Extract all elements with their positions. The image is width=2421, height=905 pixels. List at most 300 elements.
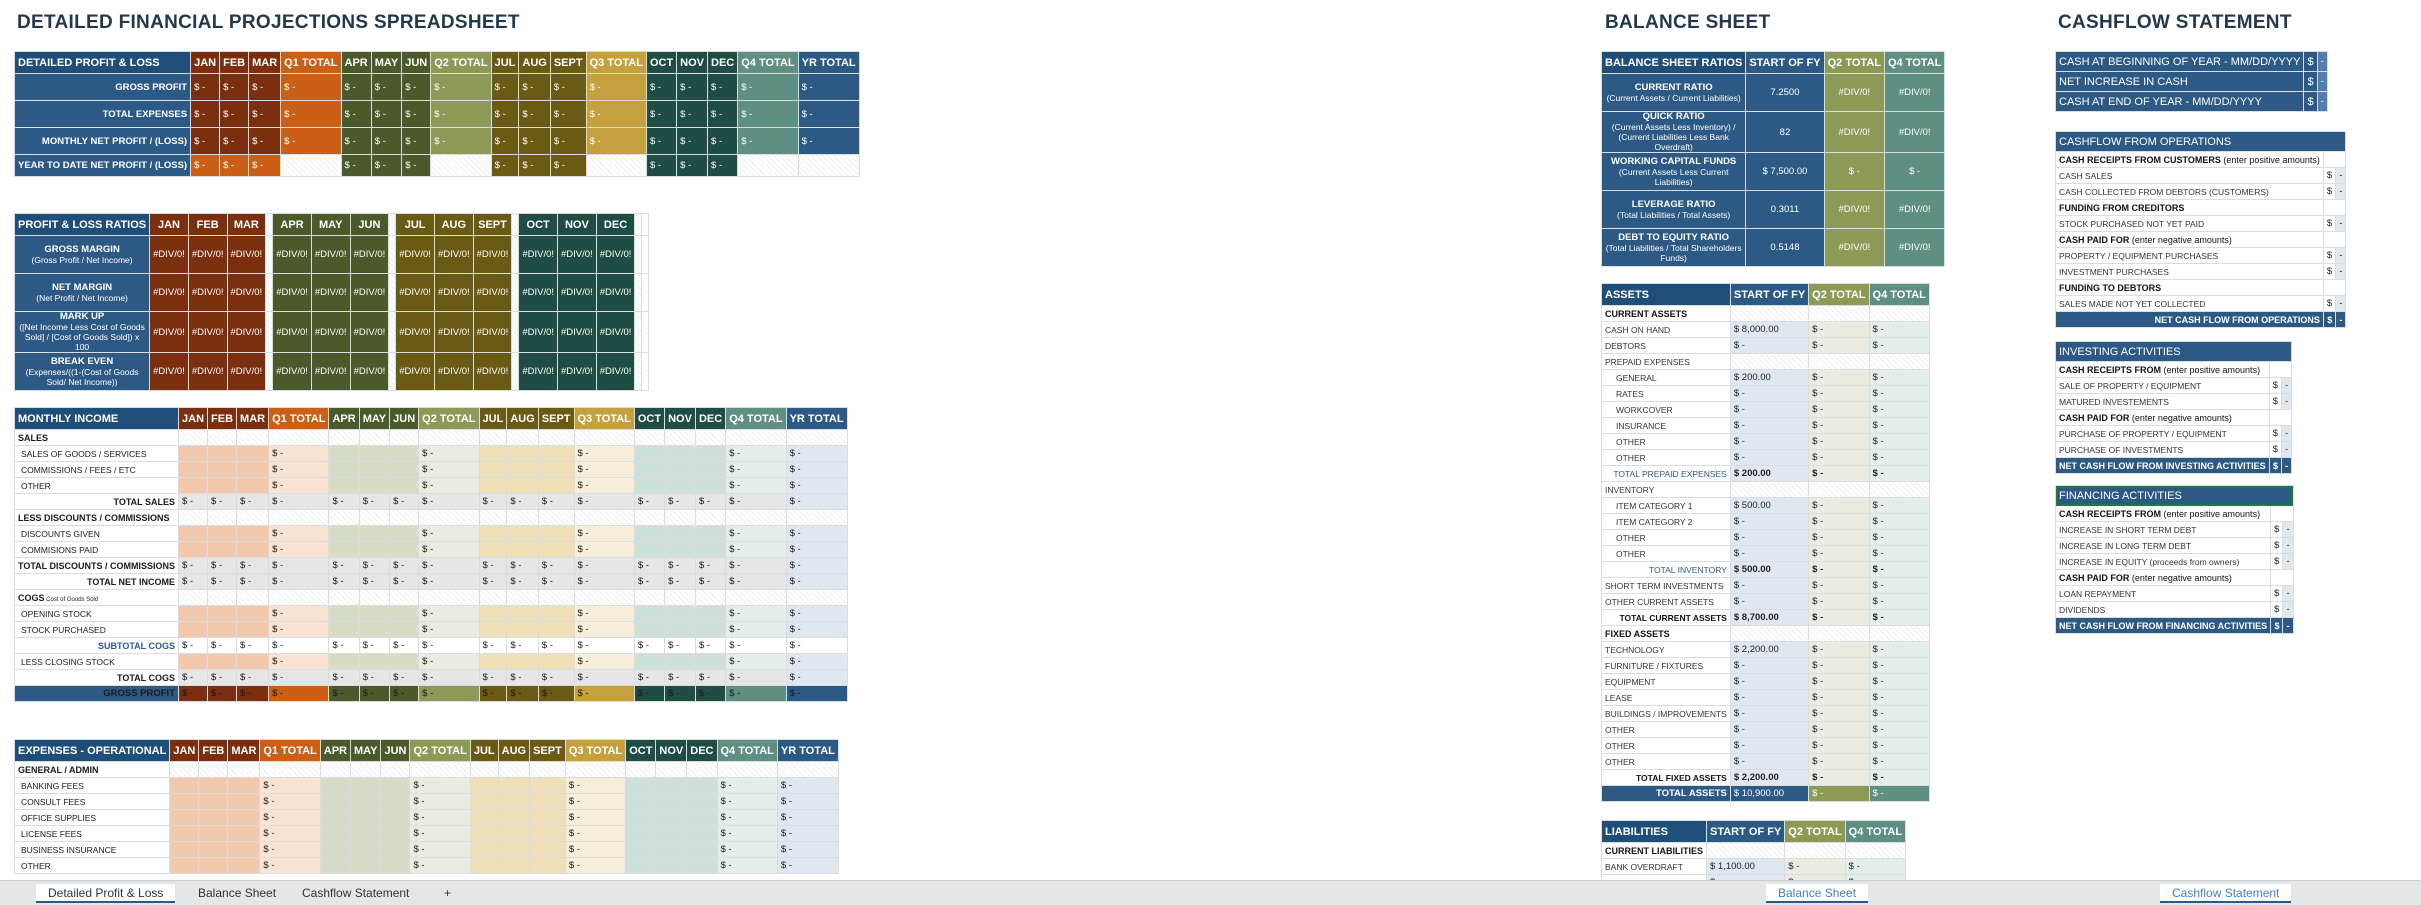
value-cell[interactable]: $ - — [1730, 738, 1808, 754]
value-cell[interactable]: - — [2283, 522, 2293, 538]
value-cell[interactable] — [695, 654, 725, 670]
value-cell[interactable]: $ - — [237, 494, 269, 510]
value-cell[interactable]: $ - — [726, 574, 786, 590]
value-cell[interactable]: $ - — [634, 494, 664, 510]
value-cell[interactable]: $ - — [1730, 338, 1808, 354]
value-cell[interactable] — [179, 478, 208, 494]
ratio-value[interactable]: #DIV/0! — [473, 274, 512, 312]
value-cell[interactable] — [538, 526, 574, 542]
value-cell[interactable]: $ - — [1809, 722, 1869, 738]
value-cell[interactable] — [1730, 482, 1808, 498]
value-cell[interactable]: $ - — [565, 794, 625, 810]
value-cell[interactable] — [381, 778, 410, 794]
value-cell[interactable]: $ - — [402, 74, 431, 101]
value-cell[interactable] — [656, 810, 687, 826]
value-cell[interactable]: - — [2336, 312, 2346, 328]
value-cell[interactable] — [320, 858, 350, 874]
value-cell[interactable]: $ - — [1869, 658, 1929, 674]
value-cell[interactable]: $ - — [260, 842, 320, 858]
value-cell[interactable] — [170, 810, 199, 826]
value-cell[interactable] — [470, 794, 498, 810]
value-cell[interactable]: $ - — [695, 686, 725, 702]
value-cell[interactable] — [726, 510, 786, 526]
value-cell[interactable]: $ - — [269, 654, 329, 670]
value-cell[interactable] — [208, 510, 237, 526]
value-cell[interactable]: $ - — [1869, 706, 1929, 722]
value-cell[interactable] — [390, 590, 419, 606]
value-cell[interactable]: - — [2336, 248, 2346, 264]
value-cell[interactable]: $ - — [646, 74, 676, 101]
value-cell[interactable]: $ - — [519, 74, 550, 101]
value-cell[interactable] — [199, 858, 228, 874]
value-cell[interactable] — [237, 478, 269, 494]
value-cell[interactable] — [498, 826, 529, 842]
value-cell[interactable] — [228, 858, 260, 874]
value-cell[interactable]: $ - — [220, 101, 249, 128]
value-cell[interactable] — [665, 654, 696, 670]
value-cell[interactable] — [507, 462, 538, 478]
value-cell[interactable] — [320, 826, 350, 842]
value-cell[interactable]: $ 200.00 — [1730, 466, 1808, 482]
value-cell[interactable]: $ - — [1785, 859, 1845, 875]
value-cell[interactable]: $ - — [1809, 402, 1869, 418]
value-cell[interactable] — [179, 590, 208, 606]
ratio-value[interactable]: #DIV/0! — [350, 236, 389, 274]
value-cell[interactable] — [281, 155, 341, 177]
value-cell[interactable]: $ - — [237, 686, 269, 702]
value-cell[interactable]: $ - — [634, 638, 664, 654]
value-cell[interactable]: $ - — [410, 858, 470, 874]
value-cell[interactable]: $ - — [1869, 546, 1929, 562]
value-cell[interactable]: $ - — [341, 101, 371, 128]
value-cell[interactable]: - — [2281, 394, 2291, 410]
value-cell[interactable]: $ - — [1869, 322, 1929, 338]
value-cell[interactable] — [381, 810, 410, 826]
value-cell[interactable]: $ - — [1809, 450, 1869, 466]
value-cell[interactable] — [179, 606, 208, 622]
value-cell[interactable]: - — [2336, 168, 2346, 184]
value-cell[interactable] — [179, 462, 208, 478]
value-cell[interactable] — [179, 510, 208, 526]
value-cell[interactable] — [1809, 354, 1869, 370]
value-cell[interactable]: $ - — [329, 494, 359, 510]
value-cell[interactable]: $ - — [786, 686, 847, 702]
sheet-tab-duplicate[interactable]: Balance Sheet — [1766, 884, 1868, 903]
value-cell[interactable]: $ - — [410, 778, 470, 794]
value-cell[interactable]: $ - — [565, 826, 625, 842]
value-cell[interactable]: - — [2283, 618, 2293, 634]
value-cell[interactable] — [470, 810, 498, 826]
value-cell[interactable] — [634, 478, 664, 494]
value-cell[interactable]: $ - — [550, 155, 586, 177]
value-cell[interactable]: - — [2283, 538, 2293, 554]
value-cell[interactable] — [199, 810, 228, 826]
value-cell[interactable] — [717, 762, 777, 778]
ratio-value[interactable]: #DIV/0! — [596, 312, 635, 353]
value-cell[interactable] — [695, 606, 725, 622]
ratio-value[interactable]: #DIV/0! — [311, 274, 350, 312]
value-cell[interactable] — [626, 842, 656, 858]
value-cell[interactable] — [329, 606, 359, 622]
value-cell[interactable]: $ - — [1869, 450, 1929, 466]
value-cell[interactable]: $ - — [208, 686, 237, 702]
value-cell[interactable]: - — [2281, 426, 2291, 442]
value-cell[interactable]: $ - — [479, 670, 507, 686]
value-cell[interactable]: $ - — [269, 494, 329, 510]
value-cell[interactable] — [687, 794, 717, 810]
value-cell[interactable]: $ - — [695, 638, 725, 654]
value-cell[interactable]: $ - — [1869, 530, 1929, 546]
ratio-value[interactable]: #DIV/0! — [519, 274, 558, 312]
ratio-value[interactable]: #DIV/0! — [558, 353, 597, 391]
value-cell[interactable]: $ - — [359, 686, 389, 702]
value-cell[interactable]: $ - — [708, 74, 738, 101]
value-cell[interactable] — [726, 590, 786, 606]
ratio-value[interactable]: #DIV/0! — [150, 312, 189, 353]
value-cell[interactable]: $ - — [1869, 370, 1929, 386]
value-cell[interactable]: $ - — [550, 74, 586, 101]
ratio-value[interactable]: #DIV/0! — [227, 236, 266, 274]
value-cell[interactable] — [530, 858, 566, 874]
value-cell[interactable]: $ - — [1730, 754, 1808, 770]
value-cell[interactable]: $ - — [208, 638, 237, 654]
value-cell[interactable] — [574, 590, 634, 606]
value-cell[interactable] — [329, 526, 359, 542]
value-cell[interactable] — [359, 606, 389, 622]
value-cell[interactable]: $ - — [1730, 434, 1808, 450]
value-cell[interactable] — [626, 858, 656, 874]
value-cell[interactable]: $ - — [179, 494, 208, 510]
value-cell[interactable] — [170, 762, 199, 778]
value-cell[interactable] — [695, 462, 725, 478]
ratio-value[interactable]: $ 7,500.00 — [1746, 153, 1824, 191]
value-cell[interactable]: $ - — [586, 74, 646, 101]
value-cell[interactable] — [634, 622, 664, 638]
value-cell[interactable]: $ - — [786, 654, 847, 670]
value-cell[interactable]: $ - — [738, 101, 798, 128]
ratio-value[interactable]: #DIV/0! — [1824, 112, 1884, 153]
value-cell[interactable]: $ - — [359, 670, 389, 686]
ratio-value[interactable]: #DIV/0! — [273, 236, 312, 274]
value-cell[interactable]: $ - — [717, 842, 777, 858]
value-cell[interactable] — [656, 858, 687, 874]
value-cell[interactable]: $ - — [237, 574, 269, 590]
value-cell[interactable] — [237, 542, 269, 558]
value-cell[interactable]: $ - — [538, 558, 574, 574]
value-cell[interactable] — [498, 810, 529, 826]
value-cell[interactable] — [237, 510, 269, 526]
value-cell[interactable]: $ - — [726, 446, 786, 462]
value-cell[interactable]: $ - — [1869, 770, 1929, 786]
value-cell[interactable]: $ - — [1869, 738, 1929, 754]
value-cell[interactable] — [634, 606, 664, 622]
value-cell[interactable]: $ - — [574, 494, 634, 510]
value-cell[interactable] — [470, 826, 498, 842]
value-cell[interactable] — [656, 778, 687, 794]
value-cell[interactable]: - — [2317, 92, 2327, 112]
value-cell[interactable] — [208, 590, 237, 606]
value-cell[interactable]: $ - — [419, 686, 479, 702]
value-cell[interactable] — [665, 606, 696, 622]
value-cell[interactable]: $ - — [574, 670, 634, 686]
value-cell[interactable]: $ - — [479, 494, 507, 510]
value-cell[interactable]: $ - — [519, 128, 550, 155]
value-cell[interactable]: $ - — [419, 574, 479, 590]
ratio-value[interactable]: #DIV/0! — [350, 353, 389, 391]
value-cell[interactable]: $ - — [269, 622, 329, 638]
value-cell[interactable]: $ - — [786, 622, 847, 638]
value-cell[interactable]: $ - — [1809, 498, 1869, 514]
value-cell[interactable] — [479, 462, 507, 478]
value-cell[interactable]: $ - — [1809, 658, 1869, 674]
value-cell[interactable]: $ - — [431, 101, 491, 128]
value-cell[interactable] — [479, 606, 507, 622]
value-cell[interactable] — [208, 478, 237, 494]
value-cell[interactable] — [269, 510, 329, 526]
value-cell[interactable]: $ - — [371, 101, 401, 128]
ratio-value[interactable]: #DIV/0! — [350, 312, 389, 353]
ratio-value[interactable]: #DIV/0! — [434, 274, 473, 312]
value-cell[interactable]: $ - — [677, 74, 708, 101]
value-cell[interactable]: $ - — [1809, 514, 1869, 530]
value-cell[interactable]: $ - — [634, 686, 664, 702]
value-cell[interactable]: $ - — [269, 686, 329, 702]
value-cell[interactable]: $ - — [538, 686, 574, 702]
value-cell[interactable]: $ - — [269, 558, 329, 574]
value-cell[interactable] — [665, 478, 696, 494]
value-cell[interactable] — [208, 446, 237, 462]
value-cell[interactable]: $ - — [695, 558, 725, 574]
ratio-value[interactable]: #DIV/0! — [227, 312, 266, 353]
value-cell[interactable]: $ - — [717, 810, 777, 826]
value-cell[interactable]: $ - — [479, 686, 507, 702]
value-cell[interactable]: $ - — [565, 810, 625, 826]
sheet-tab[interactable]: Detailed Profit & Loss — [36, 884, 175, 903]
value-cell[interactable] — [530, 842, 566, 858]
value-cell[interactable] — [199, 842, 228, 858]
value-cell[interactable]: - — [2336, 184, 2346, 200]
value-cell[interactable]: $ - — [1809, 370, 1869, 386]
value-cell[interactable] — [498, 762, 529, 778]
value-cell[interactable]: $ - — [179, 558, 208, 574]
value-cell[interactable] — [237, 462, 269, 478]
value-cell[interactable]: $ - — [507, 638, 538, 654]
value-cell[interactable] — [530, 794, 566, 810]
value-cell[interactable]: $ - — [574, 574, 634, 590]
value-cell[interactable]: $ - — [341, 155, 371, 177]
value-cell[interactable] — [687, 826, 717, 842]
value-cell[interactable]: $ - — [329, 558, 359, 574]
value-cell[interactable] — [538, 542, 574, 558]
ratio-value[interactable]: #DIV/0! — [1884, 229, 1944, 267]
ratio-value[interactable]: #DIV/0! — [434, 236, 473, 274]
value-cell[interactable] — [498, 778, 529, 794]
value-cell[interactable]: $ - — [329, 670, 359, 686]
value-cell[interactable]: $ - — [390, 494, 419, 510]
value-cell[interactable] — [237, 590, 269, 606]
value-cell[interactable]: $ - — [507, 574, 538, 590]
value-cell[interactable]: $ - — [419, 558, 479, 574]
value-cell[interactable]: $ - — [1845, 859, 1905, 875]
value-cell[interactable]: $ 200.00 — [1730, 370, 1808, 386]
value-cell[interactable]: $ - — [1730, 594, 1808, 610]
value-cell[interactable]: $ - — [208, 670, 237, 686]
value-cell[interactable] — [351, 762, 381, 778]
value-cell[interactable]: $ - — [1869, 722, 1929, 738]
value-cell[interactable]: $ - — [726, 686, 786, 702]
ratio-value[interactable]: #DIV/0! — [1824, 191, 1884, 229]
value-cell[interactable]: $ - — [565, 778, 625, 794]
value-cell[interactable] — [351, 778, 381, 794]
value-cell[interactable] — [695, 430, 725, 446]
value-cell[interactable] — [574, 430, 634, 446]
value-cell[interactable] — [320, 810, 350, 826]
value-cell[interactable] — [695, 590, 725, 606]
value-cell[interactable] — [498, 794, 529, 810]
value-cell[interactable] — [530, 778, 566, 794]
value-cell[interactable]: $ - — [371, 155, 401, 177]
value-cell[interactable]: $ - — [237, 670, 269, 686]
value-cell[interactable]: $ - — [786, 574, 847, 590]
ratio-value[interactable]: #DIV/0! — [396, 274, 435, 312]
value-cell[interactable]: $ 10,900.00 — [1730, 786, 1808, 802]
value-cell[interactable] — [538, 590, 574, 606]
value-cell[interactable]: $ - — [786, 670, 847, 686]
value-cell[interactable] — [359, 462, 389, 478]
value-cell[interactable]: $ - — [1730, 706, 1808, 722]
value-cell[interactable]: $ - — [777, 778, 838, 794]
value-cell[interactable]: $ - — [695, 494, 725, 510]
value-cell[interactable]: $ - — [410, 810, 470, 826]
value-cell[interactable] — [329, 654, 359, 670]
value-cell[interactable]: $ - — [281, 74, 341, 101]
value-cell[interactable]: $ - — [646, 155, 676, 177]
ratio-value[interactable]: #DIV/0! — [350, 274, 389, 312]
value-cell[interactable] — [390, 446, 419, 462]
value-cell[interactable] — [665, 526, 696, 542]
value-cell[interactable]: $ - — [646, 101, 676, 128]
value-cell[interactable] — [199, 794, 228, 810]
value-cell[interactable]: $ - — [777, 858, 838, 874]
value-cell[interactable]: - — [2317, 72, 2327, 92]
value-cell[interactable] — [359, 590, 389, 606]
value-cell[interactable]: $ 2,200.00 — [1730, 770, 1808, 786]
value-cell[interactable]: - — [2317, 52, 2327, 72]
value-cell[interactable]: $ - — [586, 101, 646, 128]
value-cell[interactable] — [179, 622, 208, 638]
value-cell[interactable]: $ - — [726, 622, 786, 638]
value-cell[interactable]: $ - — [329, 638, 359, 654]
ratio-value[interactable]: $ - — [1884, 153, 1944, 191]
value-cell[interactable] — [419, 590, 479, 606]
value-cell[interactable]: $ - — [634, 670, 664, 686]
value-cell[interactable]: $ - — [1869, 578, 1929, 594]
value-cell[interactable]: $ - — [726, 654, 786, 670]
value-cell[interactable]: - — [2281, 378, 2291, 394]
ratio-value[interactable]: #DIV/0! — [273, 353, 312, 391]
value-cell[interactable]: $ - — [1869, 562, 1929, 578]
value-cell[interactable]: $ - — [717, 826, 777, 842]
value-cell[interactable] — [199, 826, 228, 842]
value-cell[interactable]: $ - — [390, 638, 419, 654]
value-cell[interactable]: $ - — [269, 670, 329, 686]
value-cell[interactable] — [329, 622, 359, 638]
ratio-value[interactable]: #DIV/0! — [150, 236, 189, 274]
value-cell[interactable] — [687, 762, 717, 778]
value-cell[interactable]: $ - — [1809, 754, 1869, 770]
value-cell[interactable]: $ - — [1730, 546, 1808, 562]
value-cell[interactable]: $ - — [708, 155, 738, 177]
value-cell[interactable]: $ - — [402, 155, 431, 177]
value-cell[interactable]: $ - — [1869, 466, 1929, 482]
value-cell[interactable]: $ - — [410, 794, 470, 810]
value-cell[interactable] — [381, 858, 410, 874]
value-cell[interactable]: $ - — [269, 446, 329, 462]
value-cell[interactable]: $ - — [726, 478, 786, 494]
value-cell[interactable] — [786, 590, 847, 606]
value-cell[interactable]: $ - — [179, 638, 208, 654]
value-cell[interactable] — [538, 606, 574, 622]
value-cell[interactable]: $ - — [1869, 690, 1929, 706]
value-cell[interactable] — [320, 778, 350, 794]
value-cell[interactable] — [479, 430, 507, 446]
value-cell[interactable] — [390, 526, 419, 542]
value-cell[interactable] — [208, 542, 237, 558]
value-cell[interactable]: - — [2336, 264, 2346, 280]
value-cell[interactable]: $ - — [491, 101, 519, 128]
value-cell[interactable] — [479, 510, 507, 526]
ratio-value[interactable]: #DIV/0! — [188, 312, 227, 353]
value-cell[interactable]: $ - — [208, 494, 237, 510]
value-cell[interactable] — [574, 510, 634, 526]
value-cell[interactable]: - — [2281, 458, 2291, 474]
value-cell[interactable] — [538, 654, 574, 670]
value-cell[interactable]: $ - — [1869, 498, 1929, 514]
value-cell[interactable]: $ - — [390, 686, 419, 702]
value-cell[interactable]: $ - — [798, 101, 859, 128]
value-cell[interactable] — [695, 622, 725, 638]
value-cell[interactable]: $ - — [538, 574, 574, 590]
value-cell[interactable] — [565, 762, 625, 778]
value-cell[interactable]: $ - — [777, 842, 838, 858]
ratio-value[interactable]: #DIV/0! — [434, 353, 473, 391]
value-cell[interactable] — [228, 810, 260, 826]
value-cell[interactable] — [228, 762, 260, 778]
value-cell[interactable] — [687, 858, 717, 874]
value-cell[interactable] — [695, 542, 725, 558]
value-cell[interactable] — [507, 446, 538, 462]
value-cell[interactable]: $ - — [574, 542, 634, 558]
value-cell[interactable]: $ 8,700.00 — [1730, 610, 1808, 626]
value-cell[interactable]: $ - — [419, 542, 479, 558]
value-cell[interactable] — [1730, 306, 1808, 322]
value-cell[interactable] — [410, 762, 470, 778]
value-cell[interactable]: $ - — [220, 155, 249, 177]
value-cell[interactable]: - — [2336, 296, 2346, 312]
value-cell[interactable]: - — [2283, 586, 2293, 602]
value-cell[interactable]: $ - — [1809, 690, 1869, 706]
value-cell[interactable] — [170, 842, 199, 858]
value-cell[interactable]: $ - — [281, 128, 341, 155]
value-cell[interactable]: $ - — [695, 670, 725, 686]
value-cell[interactable]: $ - — [1869, 386, 1929, 402]
value-cell[interactable]: $ - — [431, 128, 491, 155]
value-cell[interactable]: $ - — [786, 558, 847, 574]
value-cell[interactable]: $ - — [269, 638, 329, 654]
value-cell[interactable]: $ - — [507, 670, 538, 686]
value-cell[interactable]: $ - — [410, 842, 470, 858]
value-cell[interactable]: - — [2283, 554, 2293, 570]
